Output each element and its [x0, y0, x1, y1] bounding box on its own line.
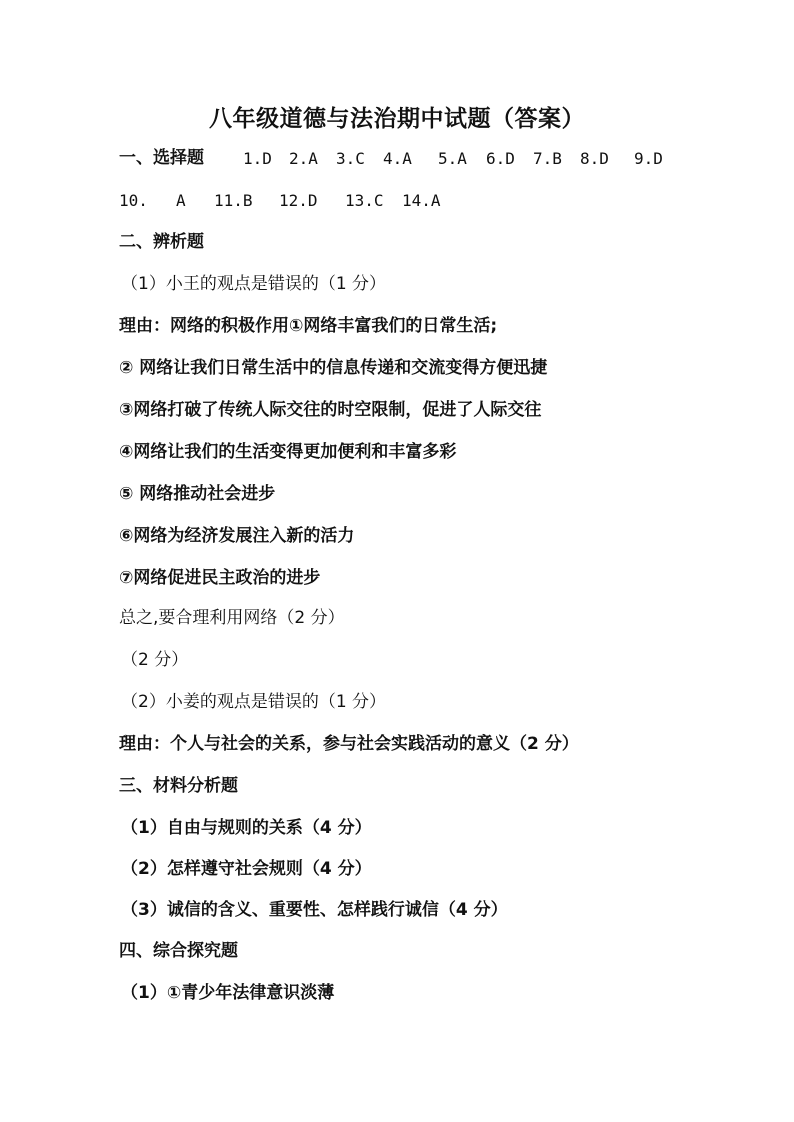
- question-2-1: （1）小王的观点是错误的（1 分）: [121, 274, 387, 294]
- answer-10-number: 10.: [119, 191, 148, 210]
- question-2-2: （2）小姜的观点是错误的（1 分）: [121, 692, 387, 712]
- answer-2: 2.A: [289, 149, 318, 168]
- point-6: ⑥网络为经济发展注入新的活力: [119, 526, 355, 546]
- question-2-2-reason: 理由：个人与社会的关系，参与社会实践活动的意义（2 分）: [119, 734, 579, 754]
- question-3-1: （1）自由与规则的关系（4 分）: [121, 818, 372, 838]
- answer-8: 8.D: [580, 149, 609, 168]
- point-5: ⑤ 网络推动社会进步: [119, 484, 276, 504]
- extra-score: （2 分）: [121, 650, 189, 670]
- answer-3: 3.C: [336, 149, 365, 168]
- section-heading-inquiry: 四、综合探究题: [119, 941, 238, 961]
- answer-7: 7.B: [533, 149, 562, 168]
- point-3: ③网络打破了传统人际交往的时空限制，促进了人际交往: [119, 400, 542, 420]
- answer-1: 1.D: [243, 149, 272, 168]
- answer-6: 6.D: [486, 149, 515, 168]
- section-heading-analysis: 二、辨析题: [119, 232, 204, 252]
- answer-5: 5.A: [438, 149, 467, 168]
- question-3-3: （3）诚信的含义、重要性、怎样践行诚信（4 分）: [121, 900, 508, 920]
- section-heading-choice: 一、选择题: [119, 148, 204, 168]
- question-4-1: （1）①青少年法律意识淡薄: [121, 983, 335, 1003]
- answer-10-value: A: [176, 191, 186, 210]
- question-3-2: （2）怎样遵守社会规则（4 分）: [121, 859, 372, 879]
- answer-11: 11.B: [214, 191, 253, 210]
- answer-12: 12.D: [279, 191, 318, 210]
- reason-intro: 理由：网络的积极作用①网络丰富我们的日常生活;: [119, 316, 498, 336]
- point-7: ⑦网络促进民主政治的进步: [119, 568, 321, 588]
- summary-line: 总之,要合理利用网络（2 分）: [119, 608, 345, 628]
- answer-9: 9.D: [634, 149, 663, 168]
- answer-14: 14.A: [402, 191, 441, 210]
- answer-4: 4.A: [383, 149, 412, 168]
- answer-13: 13.C: [345, 191, 384, 210]
- section-heading-material: 三、材料分析题: [119, 776, 238, 796]
- point-2: ② 网络让我们日常生活中的信息传递和交流变得方便迅捷: [119, 358, 548, 378]
- page-title: 八年级道德与法治期中试题（答案）: [209, 106, 585, 132]
- point-4: ④网络让我们的生活变得更加便利和丰富多彩: [119, 442, 457, 462]
